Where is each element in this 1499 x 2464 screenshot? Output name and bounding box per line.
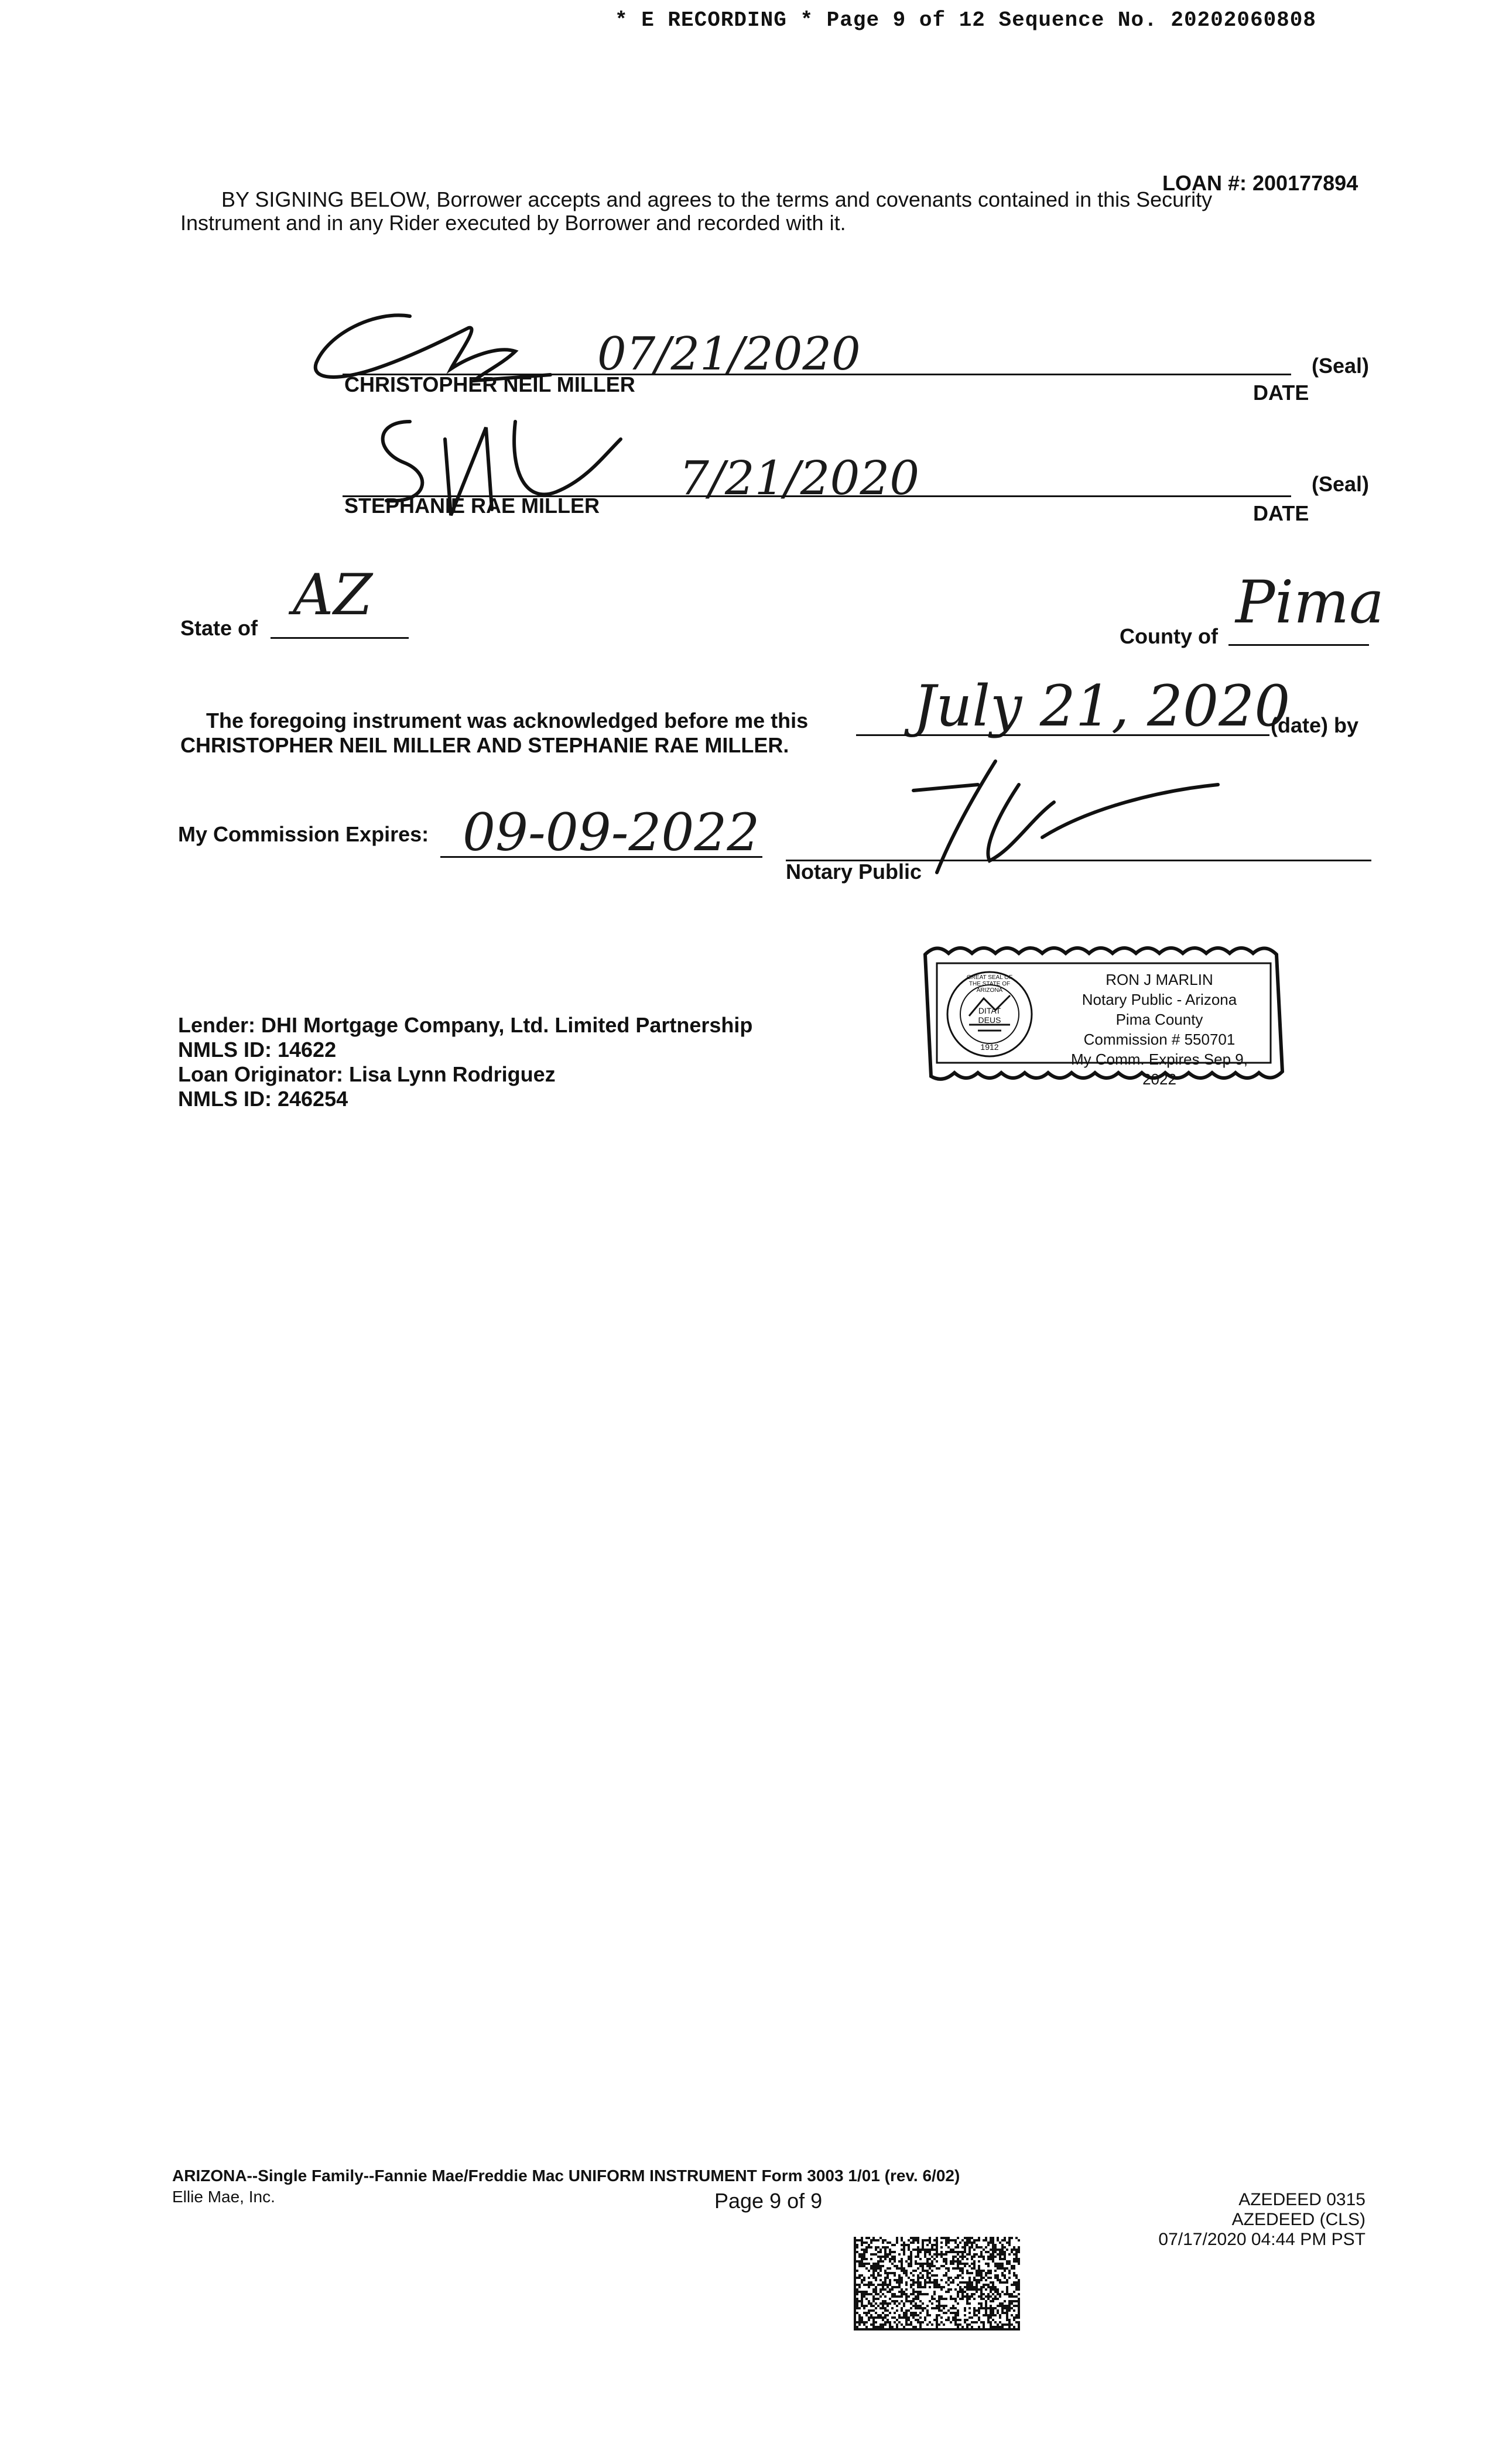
commission-label: My Commission Expires: xyxy=(178,822,429,846)
signer-1-name: CHRISTOPHER NEIL MILLER xyxy=(344,372,635,396)
seal-year: 1912 xyxy=(980,1042,999,1052)
lender-block xyxy=(178,1013,752,1111)
signer-2-date-label: DATE xyxy=(1253,501,1309,525)
notary-expires: My Comm. Expires Sep 9, 2022 xyxy=(1071,1050,1248,1088)
lender-name: Lender: DHI Mortgage Company, Ltd. Limited Partnership xyxy=(178,1013,753,1037)
lender-nmls: NMLS ID: 14622 xyxy=(178,1038,337,1062)
notary-signature xyxy=(878,750,1253,893)
signer-2-name: STEPHANIE RAE MILLER xyxy=(344,494,600,518)
footer-codes xyxy=(1148,2190,1365,2250)
loan-label: LOAN #: xyxy=(1162,171,1247,195)
notary-title: Notary Public - Arizona xyxy=(1082,991,1237,1008)
originator-nmls: NMLS ID: 246254 xyxy=(178,1087,348,1111)
loan-number: 200177894 xyxy=(1252,171,1358,195)
barcode-image xyxy=(854,2237,1020,2330)
county-value: Pima xyxy=(1236,568,1384,636)
footer-code-1: AZEDEED 0315 xyxy=(1238,2190,1365,2209)
county-label: County of xyxy=(1120,624,1218,648)
notary-commission: Commission # 550701 xyxy=(1083,1031,1236,1048)
notary-public-label: Notary Public xyxy=(786,860,922,884)
signer-2-handwritten-date: 7/21/2020 xyxy=(679,451,920,505)
signer-2-seal: (Seal) xyxy=(1312,472,1370,496)
footer-vendor: Ellie Mae, Inc. xyxy=(172,2188,275,2206)
footer-page: Page 9 of 9 xyxy=(714,2189,823,2213)
commission-value: 09-09-2022 xyxy=(463,802,760,863)
acknowledgment-date-line xyxy=(856,734,1269,736)
footer-form: ARIZONA--Single Family--Fannie Mae/Freddie Mac UNIFORM INSTRUMENT Form 3003 1/01 (rev. 6/02) xyxy=(172,2167,960,2185)
signer-1-handwritten-date: 07/21/2020 xyxy=(597,328,861,381)
notary-stamp-text xyxy=(1054,970,1265,1089)
seal-text: GREAT SEAL OF THE STATE OF ARIZONA xyxy=(966,974,1013,994)
intro-line-1: BY SIGNING BELOW, Borrower accepts and agrees to the terms and covenants contained in this Security xyxy=(221,187,1213,211)
footer-code-2: AZEDEED (CLS) xyxy=(1231,2210,1365,2229)
county-line xyxy=(1228,644,1369,646)
notary-county: Pima County xyxy=(1115,1011,1203,1028)
state-label: State of xyxy=(180,616,258,640)
signer-1-date-label: DATE xyxy=(1253,381,1309,405)
signer-1-seal: (Seal) xyxy=(1312,354,1370,378)
intro-line-2: Instrument and in any Rider executed by Borrower and recorded with it. xyxy=(180,211,846,235)
seal-motto: DITAT DEUS xyxy=(978,1006,1001,1025)
acknowledgment-line-2: CHRISTOPHER NEIL MILLER AND STEPHANIE RAE MILLER. xyxy=(180,733,789,757)
loan-originator: Loan Originator: Lisa Lynn Rodriguez xyxy=(178,1062,556,1086)
state-value: AZ xyxy=(293,562,373,628)
acknowledgment-line-1: The foregoing instrument was acknowledged before me this xyxy=(206,709,809,733)
recording-header: * E RECORDING * Page 9 of 12 Sequence No. 20202060808 xyxy=(615,8,1316,32)
footer-timestamp: 07/17/2020 04:44 PM PST xyxy=(1158,2230,1365,2249)
state-line xyxy=(271,637,409,639)
notary-stamp xyxy=(913,937,1288,1089)
commission-line xyxy=(440,856,762,858)
acknowledgment-date: July 21, 2020 xyxy=(913,673,1291,739)
notary-name: RON J MARLIN xyxy=(1106,971,1213,988)
acknowledgment-date-suffix: (date) by xyxy=(1271,713,1359,737)
